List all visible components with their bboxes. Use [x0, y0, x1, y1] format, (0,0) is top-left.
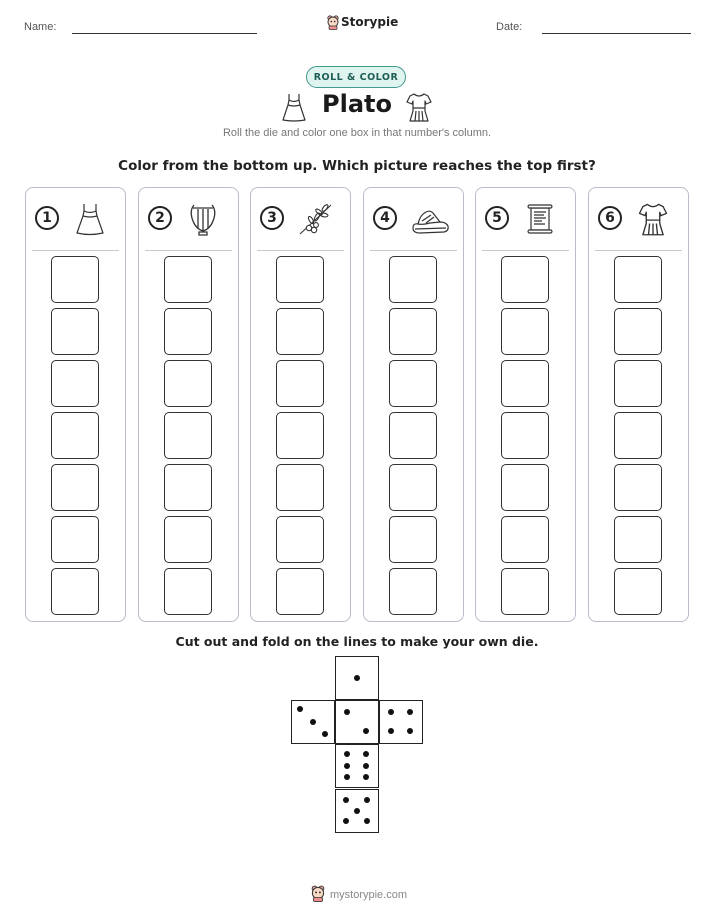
color-box[interactable] [614, 308, 662, 355]
color-box[interactable] [51, 568, 99, 615]
color-box[interactable] [51, 256, 99, 303]
scroll-icon [522, 201, 558, 237]
die-pip [407, 728, 413, 734]
color-box[interactable] [614, 360, 662, 407]
column-2 [138, 187, 239, 622]
column-divider [370, 250, 457, 251]
column-number: 4 [373, 206, 397, 230]
die-pip [363, 763, 369, 769]
die-pip [344, 774, 350, 780]
color-box[interactable] [276, 464, 324, 511]
die-instruction: Cut out and fold on the lines to make your own die. [175, 634, 539, 649]
color-box[interactable] [501, 568, 549, 615]
die-face-3 [291, 700, 335, 744]
column-divider [145, 250, 232, 251]
die-pip [354, 808, 360, 814]
name-label: Name: [24, 21, 57, 33]
color-box[interactable] [164, 412, 212, 459]
die-face-5 [335, 789, 379, 833]
tunic-icon [405, 91, 433, 123]
color-box[interactable] [501, 412, 549, 459]
color-box[interactable] [51, 412, 99, 459]
column-divider [32, 250, 119, 251]
date-label: Date: [496, 21, 523, 33]
color-box[interactable] [164, 360, 212, 407]
die-pip [363, 774, 369, 780]
color-box[interactable] [614, 516, 662, 563]
die-pip [388, 709, 394, 715]
color-box[interactable] [164, 516, 212, 563]
die-pip [388, 728, 394, 734]
column-6 [588, 187, 689, 622]
die-pip [322, 731, 328, 737]
color-box[interactable] [501, 256, 549, 303]
column-3 [250, 187, 351, 622]
date-line[interactable] [542, 33, 691, 34]
column-number: 5 [485, 206, 509, 230]
instruction: Color from the bottom up. Which picture reaches the top first? [118, 158, 596, 174]
color-box[interactable] [164, 308, 212, 355]
sandal-icon [410, 201, 446, 237]
page-title: Plato [322, 90, 392, 118]
color-box[interactable] [614, 568, 662, 615]
die-pip [354, 675, 360, 681]
die-pip [343, 797, 349, 803]
column-number: 2 [148, 206, 172, 230]
color-box[interactable] [51, 308, 99, 355]
color-box[interactable] [389, 464, 437, 511]
column-divider [595, 250, 682, 251]
color-box[interactable] [276, 412, 324, 459]
color-box[interactable] [51, 360, 99, 407]
die-face-2 [335, 700, 379, 744]
color-box[interactable] [51, 464, 99, 511]
olive-branch-icon [297, 201, 333, 237]
die-pip [364, 818, 370, 824]
color-box[interactable] [501, 464, 549, 511]
lyre-icon [185, 201, 221, 237]
color-box[interactable] [276, 360, 324, 407]
name-line[interactable] [72, 33, 257, 34]
color-box[interactable] [389, 568, 437, 615]
die-pip [364, 797, 370, 803]
color-box[interactable] [389, 412, 437, 459]
storypie-logo-icon [326, 14, 340, 30]
color-box[interactable] [164, 464, 212, 511]
footer-logo-icon [310, 884, 326, 902]
activity-badge: ROLL & COLOR [306, 66, 406, 88]
color-box[interactable] [501, 308, 549, 355]
column-1 [25, 187, 126, 622]
color-box[interactable] [614, 412, 662, 459]
die-pip [344, 751, 350, 757]
color-box[interactable] [501, 516, 549, 563]
color-box[interactable] [164, 568, 212, 615]
tunic-icon [635, 201, 671, 237]
die-pip [343, 818, 349, 824]
color-box[interactable] [501, 360, 549, 407]
color-box[interactable] [51, 516, 99, 563]
die-face-6 [335, 744, 379, 788]
column-divider [257, 250, 344, 251]
die-pip [344, 763, 350, 769]
dress-icon [72, 201, 108, 237]
color-box[interactable] [614, 256, 662, 303]
footer-url: mystorypie.com [330, 889, 408, 901]
column-number: 6 [598, 206, 622, 230]
column-5 [475, 187, 576, 622]
color-box[interactable] [614, 464, 662, 511]
color-box[interactable] [389, 516, 437, 563]
brand-name: Storypie [341, 15, 399, 29]
die-pip [310, 719, 316, 725]
column-number: 3 [260, 206, 284, 230]
die-pip [363, 728, 369, 734]
subtitle: Roll the die and color one box in that number's column. [222, 127, 492, 139]
color-box[interactable] [276, 256, 324, 303]
color-box[interactable] [276, 568, 324, 615]
color-box[interactable] [276, 308, 324, 355]
die-pip [344, 709, 350, 715]
color-box[interactable] [389, 256, 437, 303]
column-divider [482, 250, 569, 251]
die-face-4 [379, 700, 423, 744]
die-pip [297, 706, 303, 712]
column-number: 1 [35, 206, 59, 230]
color-box[interactable] [389, 308, 437, 355]
color-box[interactable] [164, 256, 212, 303]
die-pip [407, 709, 413, 715]
column-4 [363, 187, 464, 622]
die-pip [363, 751, 369, 757]
color-box[interactable] [276, 516, 324, 563]
die-face-1 [335, 656, 379, 700]
color-box[interactable] [389, 360, 437, 407]
